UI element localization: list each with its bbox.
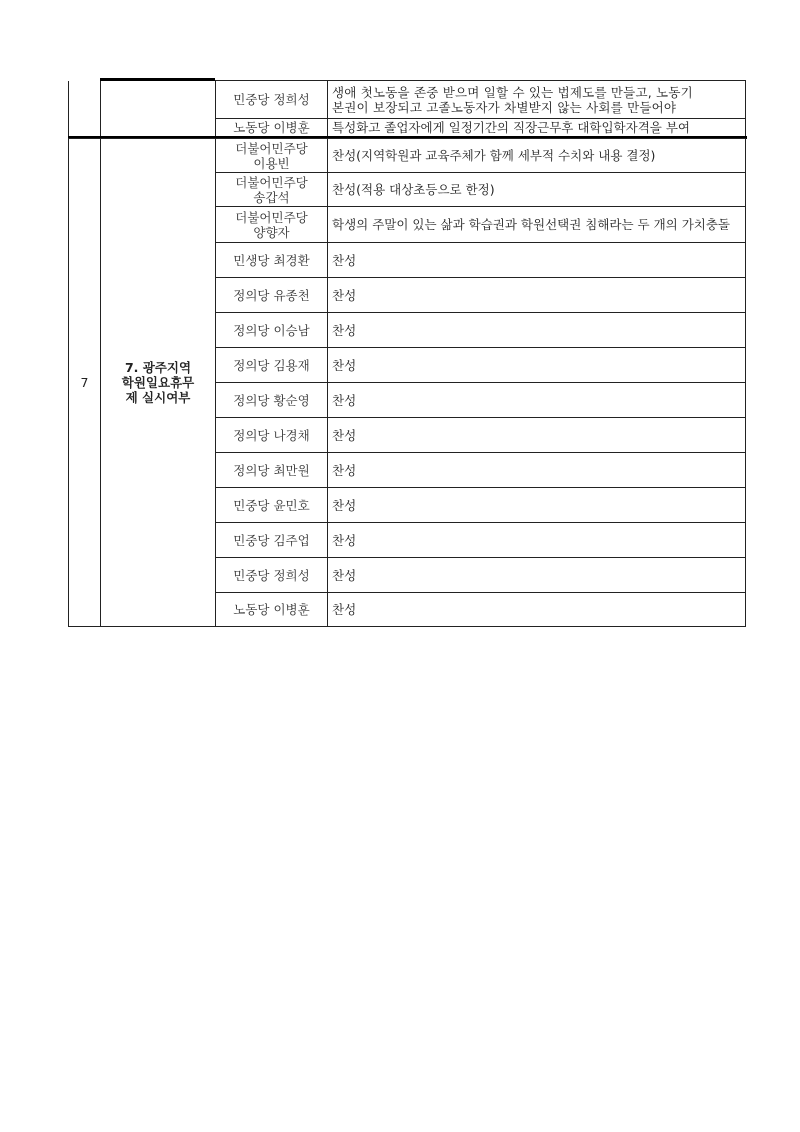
candidate-name [216, 523, 328, 558]
item-title-line: 학원일요휴무 [121, 375, 195, 390]
opinion-cell: 찬성 [328, 558, 746, 593]
candidate-name-line: 민생당 최경환 [233, 252, 310, 268]
candidate-name [216, 207, 328, 243]
table-row [69, 81, 746, 119]
candidate-name [216, 348, 328, 383]
opinion-cell: 찬성 [328, 453, 746, 488]
opinion-cell: 찬성 [328, 593, 746, 627]
candidate-name-line: 민중당 정희성 [233, 567, 310, 583]
candidate-name [216, 488, 328, 523]
opinion-cell: 찬성 [328, 313, 746, 348]
opinion-line: 생애 첫노동을 존중 받으며 일할 수 있는 법제도를 만들고, 노동기 [332, 84, 693, 100]
opinion-cell: 학생의 주말이 있는 삶과 학습권과 학원선택권 침해라는 두 개의 가치충돌 [328, 207, 746, 243]
candidate-name-line: 더불어민주당 [235, 209, 308, 225]
candidate-name [216, 593, 328, 627]
item-number: 7 [69, 139, 101, 627]
opinion-cell: 특성화고 졸업자에게 일정기간의 직장근무후 대학입학자격을 부여 [328, 119, 746, 137]
table-row [69, 139, 746, 173]
opinion-cell: 찬성 [328, 348, 746, 383]
candidate-name-line: 정의당 유종천 [233, 287, 310, 303]
opinion-cell: 찬성 [328, 488, 746, 523]
opinion-line: 본권이 보장되고 고졸노동자가 차별받지 않는 사회를 만들어야 [332, 99, 677, 115]
candidate-name-line: 민중당 김주업 [233, 532, 310, 548]
candidate-name [216, 243, 328, 278]
candidate-name [216, 383, 328, 418]
candidate-name-line: 송갑석 [253, 189, 290, 205]
candidate-name [216, 278, 328, 313]
candidate-name-line: 노동당 이병훈 [233, 602, 310, 617]
opinion-cell: 찬성(적용 대상초등으로 한정) [328, 173, 746, 207]
candidate-name [216, 313, 328, 348]
candidate-name: 노동당 이병훈 [216, 119, 328, 137]
candidate-name-line: 민중당 윤민호 [233, 497, 310, 513]
candidate-name [216, 418, 328, 453]
opinion-cell: 찬성(지역학원과 교육주체가 함께 세부적 수치와 내용 결정) [328, 139, 746, 173]
candidate-name [216, 139, 328, 173]
item-title-line: 제 실시여부 [125, 390, 191, 405]
item-cell-empty [101, 81, 216, 137]
opinion-cell: 찬성 [328, 523, 746, 558]
candidate-name [216, 453, 328, 488]
candidate-name-line: 이용빈 [253, 155, 290, 171]
candidate-name-line: 정의당 이승남 [233, 322, 310, 338]
opinion-cell: 찬성 [328, 243, 746, 278]
opinion-cell: 찬성 [328, 418, 746, 453]
candidate-name-line: 더불어민주당 [235, 140, 308, 156]
candidate-name-line: 정의당 나경채 [233, 427, 310, 443]
continuation-table [68, 80, 746, 137]
opinion-cell [328, 81, 746, 119]
candidate-name-line: 정의당 최만원 [233, 462, 310, 478]
opinion-cell: 찬성 [328, 383, 746, 418]
item-title [101, 139, 216, 627]
candidate-name-line: 정의당 김용재 [233, 357, 310, 373]
candidate-name [216, 558, 328, 593]
opinion-cell: 찬성 [328, 278, 746, 313]
candidate-name: 민중당 정희성 [216, 81, 328, 119]
candidate-name-line: 정의당 황순영 [233, 392, 310, 408]
item-title-line: 7. 광주지역 [124, 360, 192, 375]
number-cell-empty [69, 81, 101, 137]
candidate-name-line: 더불어민주당 [235, 174, 308, 190]
policy-table [68, 138, 746, 627]
candidate-name-line: 양향자 [253, 224, 290, 240]
candidate-name [216, 173, 328, 207]
